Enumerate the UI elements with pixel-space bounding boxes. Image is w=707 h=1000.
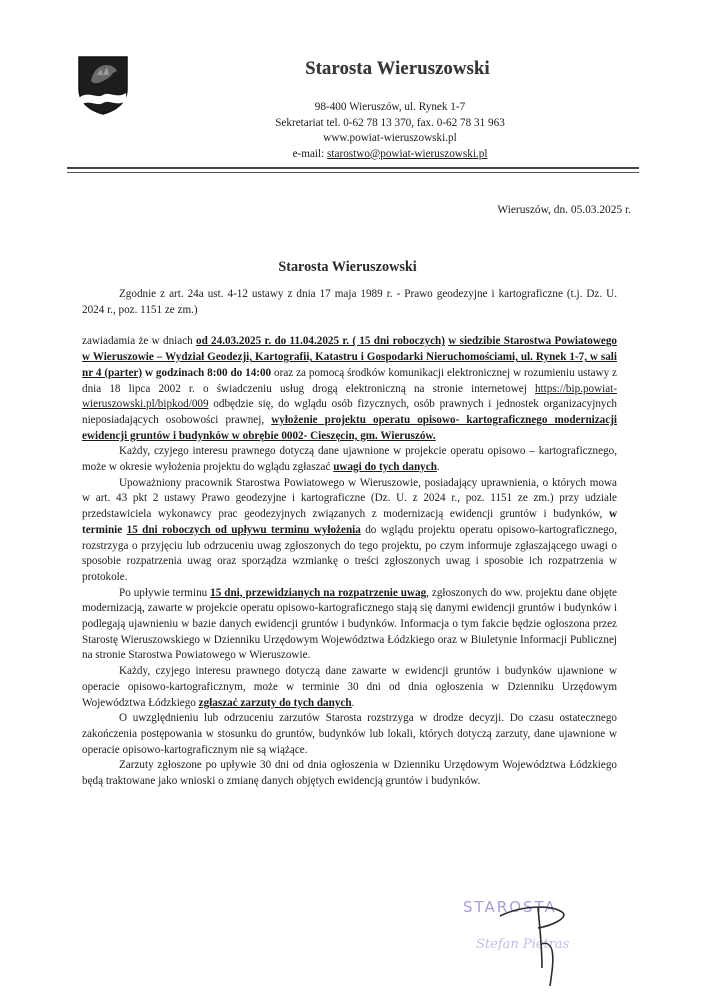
p2-text: zawiadamia że w dniach bbox=[82, 335, 196, 348]
p6-text: Każdy, czyjego interesu prawnego dotyczą dane zawarte w ewidencji gruntów i budynków ujawnione w operacie opisowo-kartograficznym, może w terminie 30 dni od dnia ogłoszenia w Dzienniku Urzędowym Województwa Łódzkiego bbox=[82, 665, 617, 709]
header-divider-thick bbox=[67, 167, 639, 169]
stamp-title: STAROSTA bbox=[463, 898, 557, 916]
paragraph-decision: O uwzględnieniu lub odrzuceniu zarzutów Starosta rozstrzyga w drodze decyzji. Do czasu ostatecznego zakończenia postępowania w stosunku do gruntów, budynków lub lokali, których dotyczą zarzuty, dane ujawnione w operacie opisowo-kartograficznym nie są wiążące. bbox=[82, 712, 617, 756]
paragraph-announcement bbox=[82, 334, 617, 444]
header-email-link[interactable]: starostwo@powiat-wieruszowski.pl bbox=[327, 147, 488, 160]
p2-hours: w godzinach 8:00 do 14:00 bbox=[142, 366, 272, 379]
letter-body bbox=[82, 287, 617, 790]
p2-location: w siedzibie Starostwa Powiatowego w Wieruszowie – Wydział Geodezji, Kartografii, Katastru i Gospodarki Nieruchomościami, ul. Rynek 1-7, w sali nr 4 (parter) bbox=[82, 335, 617, 379]
header-contact bbox=[200, 100, 580, 162]
paragraph-after-term bbox=[82, 586, 617, 665]
paragraph-legal-basis: Zgodnie z art. 24a ust. 4-12 ustawy z dnia 17 maja 1989 r. - Prawo geodezyjne i kartograficzne (t.j. Dz. U. 2024 r., poz. 1151 ze zm.) bbox=[82, 288, 617, 316]
p3-text: Każdy, czyjego interesu prawnego dotyczą dane ujawnione w projekcie operatu opisowo – kartograficznego, może w okresie wyłożenia projektu do wglądu zgłaszać bbox=[82, 445, 617, 474]
p4-term-label: w terminie bbox=[82, 508, 617, 536]
p4-text: Upoważniony pracownik Starostwa Powiatowego w Wieruszowie, posiadający uprawnienia, o których mowa w art. 43 pkt 2 ustawy Prawo geodezyjne i kartograficzne (Dz. U. z 2024 r., poz. 1151 ze zm.) przy udziale przedstawiciela wykonawcy prac geodezyjnych związanych z modernizacją ewidencji gruntów i budynków, bbox=[82, 476, 617, 521]
p5-text: Po upływie terminu bbox=[119, 586, 211, 599]
p6-end: . bbox=[351, 696, 355, 709]
p2-text-3: odbędzie się, do wglądu osób fizycznych, osób prawnych i jednostek organizacyjnych nieposiadających osobowości prawnej, bbox=[82, 398, 617, 426]
p4-term: 15 dni roboczych od upływu terminu wyłożenia bbox=[126, 523, 361, 536]
dateline: Wieruszów, dn. 05.03.2025 r. bbox=[497, 204, 631, 216]
p2-text-2: oraz za pomocą środków komunikacji elektronicznej w rozumieniu ustawy z dnia 18 lipca 2002 r. o świadczeniu usług drogą elektroniczną na stronie internetowej bbox=[82, 366, 617, 395]
p3-end: . bbox=[436, 461, 440, 474]
paragraph-remarks bbox=[82, 444, 617, 475]
p2-subject: wyłożenie projektu operatu opisowo- kartograficznego modernizacji ewidencji gruntów i budynków w obrębie 0002- Cieszęcin, gm. Wieruszów. bbox=[82, 413, 617, 442]
header-title: Starosta Wieruszowski bbox=[305, 59, 490, 79]
p5-text-2: , zgłoszonych do ww. projektu dane objęte modernizacją, zawarte w projekcie operatu opisowo-kartograficznego stają się danymi ewidencji gruntów i budynków i podlegają ujawnieniu w bazie danych ewidencji gruntów i budynków. Informacja o tym fakcie będzie ogłoszona przez Starostę Wieruszowskiego w Dzienniku Urzędowym Województwa Łódzkiego oraz w Biuletynie Informacji Publicznej na stronie Starostwa Powiatowego w Wieruszowie. bbox=[82, 586, 617, 662]
p6-emphasis: zgłaszać zarzuty do tych danych bbox=[198, 696, 352, 709]
p4-text-2: do wglądu projektu operatu opisowo-kartograficznego, rozstrzyga o przyjęciu lub odrzuceniu uwag zgłoszonych do tego projektu, po czym informuje zgłaszającego uwagi o sposobie rozpatrzenia uwag oraz sporządza wzmiankę o treści zgłoszonych uwag i sposobie ich rozpatrzenia w protokole. bbox=[82, 523, 618, 583]
header-email-line bbox=[200, 147, 580, 163]
paragraph-late-objections: Zarzuty zgłoszone po upływie 30 dni od dnia ogłoszenia w Dzienniku Urzędowym Województwa Łódzkiego będą traktowane jako wnioski o zmianę danych objętych ewidencją gruntów i budynków. bbox=[82, 759, 617, 788]
header-website[interactable]: www.powiat-wieruszowski.pl bbox=[323, 132, 457, 144]
paragraph-authorized-employee bbox=[82, 476, 617, 586]
header-email-label: e-mail: bbox=[292, 147, 328, 160]
p5-term: 15 dni, przewidzianych na rozpatrzenie uwag bbox=[210, 586, 427, 599]
bip-link[interactable]: https://bip.powiat-wieruszowski.pl/bipkod/009 bbox=[82, 382, 617, 411]
coat-of-arms-icon bbox=[77, 55, 129, 115]
header-divider-thin bbox=[67, 172, 639, 173]
stamp-name: Stefan Pietras bbox=[476, 937, 570, 952]
body-title: Starosta Wieruszowski bbox=[278, 259, 417, 275]
p2-dates: od 24.03.2025 r. do 11.04.2025 r. ( 15 dni roboczych) bbox=[196, 335, 445, 348]
signature-icon bbox=[480, 898, 590, 993]
header-phone: Sekretariat tel. 0-62 78 13 370, fax. 0-62 78 31 963 bbox=[275, 116, 505, 129]
paragraph-objections bbox=[82, 664, 617, 711]
p3-emphasis: uwagi do tych danych bbox=[333, 461, 437, 474]
header-address: 98-400 Wieruszów, ul. Rynek 1-7 bbox=[314, 101, 466, 113]
